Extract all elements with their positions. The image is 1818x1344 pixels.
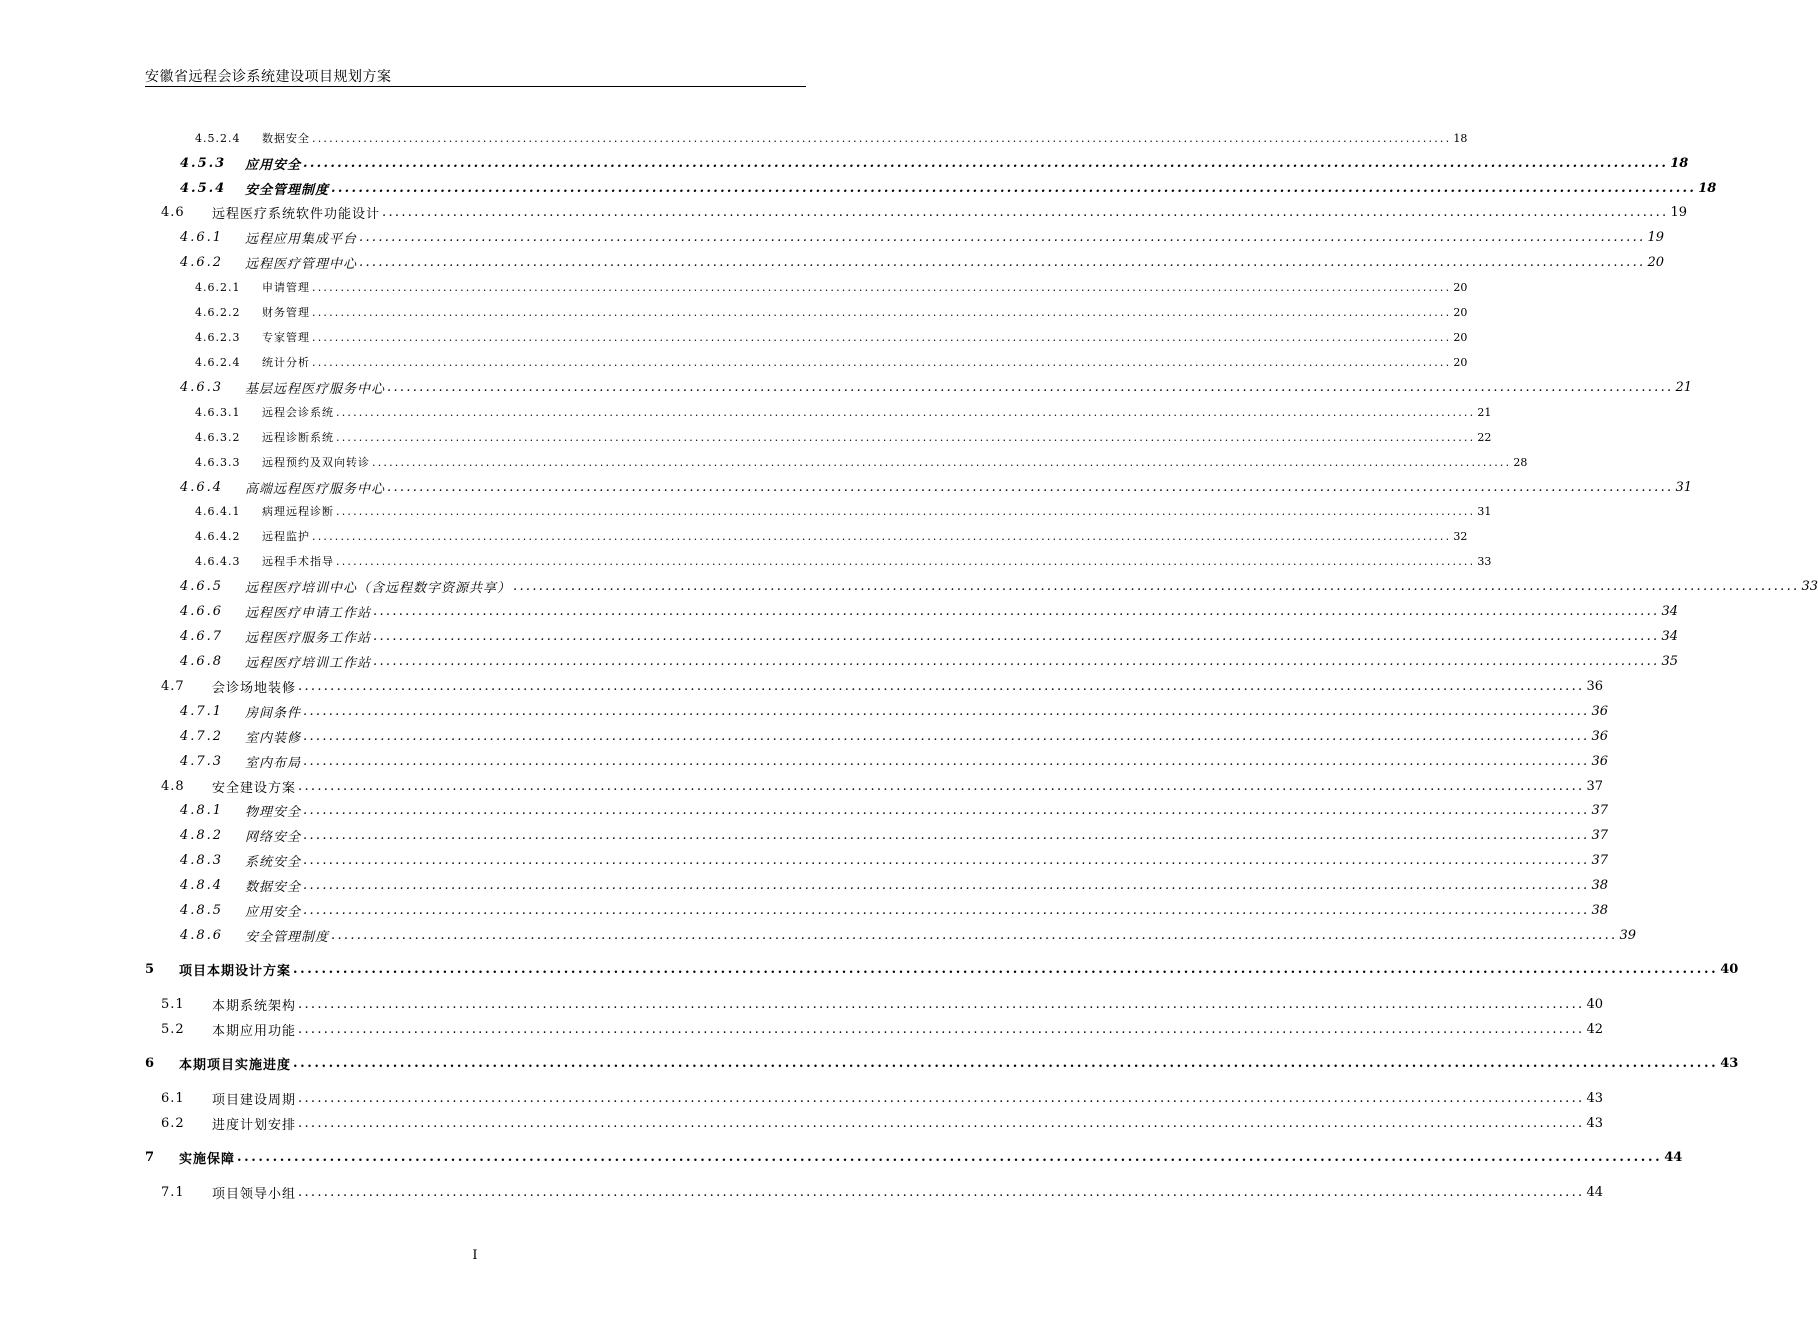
toc-dot-leader: ........................................................................................................................................................................................................ [387,479,1674,495]
toc-entry-page: 44 [1586,1184,1604,1200]
toc-entry-title: 远程医疗系统软件功能设计 [212,206,381,222]
toc-entry-title: 本期应用功能 [212,1023,297,1039]
toc-entry[interactable] [195,427,1492,447]
toc-entry-number: 4.6.4 [180,479,224,495]
toc-entry-title: 应用安全 [245,904,302,920]
toc-entry-number: 4.6.4.3 [195,554,241,568]
toc-dot-leader: ........................................................................................................................................................................................................ [303,827,1590,843]
toc-entry-page: 39 [1619,927,1637,943]
document-header-title: 安徽省远程会诊系统建设项目规划方案 [145,69,392,85]
toc-entry[interactable] [180,377,1693,397]
toc-dot-leader: ........................................................................................................................................................................................................ [312,355,1452,369]
toc-entry-title: 安全管理制度 [245,929,330,945]
toc-entry-number: 4.6.6 [180,603,224,619]
toc-entry-title: 项目本期设计方案 [179,963,292,979]
toc-entry-page: 37 [1586,778,1604,794]
toc-entry[interactable] [180,751,1609,771]
toc-entry-number: 4.6.2.1 [195,280,241,294]
toc-entry-page: 21 [1477,405,1492,419]
toc-dot-leader: ........................................................................................................................................................................................................ [336,405,1476,419]
toc-entry-number: 4.7 [161,678,185,694]
toc-entry[interactable] [145,959,1739,979]
toc-entry-number: 4.7.3 [180,753,224,769]
toc-entry-title: 远程手术指导 [262,555,334,568]
toc-entry-title: 数据安全 [245,879,302,895]
toc-entry-title: 基层远程医疗服务中心 [245,381,386,397]
toc-entry-number: 4.6.8 [180,653,224,669]
toc-entry-number: 5.1 [161,996,185,1012]
page-number: I [472,1248,478,1263]
toc-dot-leader: ........................................................................................................................................................................................................ [336,554,1476,568]
toc-entry-number: 4.6.2.3 [195,330,241,344]
toc-dot-leader: ........................................................................................................................................................................................................ [303,155,1669,171]
toc-dot-leader: ........................................................................................................................................................................................................ [312,529,1452,543]
toc-entry-number: 5.2 [161,1021,185,1037]
toc-entry-page: 19 [1670,204,1688,220]
toc-entry-page: 18 [1453,131,1468,145]
toc-entry-page: 44 [1664,1149,1683,1165]
toc-entry[interactable] [180,875,1609,895]
toc-entry[interactable] [161,776,1604,796]
toc-entry-page: 36 [1586,678,1604,694]
toc-entry[interactable] [195,402,1492,422]
toc-entry[interactable] [161,1182,1604,1202]
toc-entry-page: 43 [1720,1055,1739,1071]
toc-entry-number: 4.6.3.2 [195,430,241,444]
toc-entry-number: 4.8.4 [180,877,224,893]
toc-entry-number: 7.1 [161,1184,185,1200]
toc-entry-title: 数据安全 [262,132,310,145]
toc-dot-leader: ........................................................................................................................................................................................................ [387,379,1674,395]
toc-entry-page: 21 [1675,379,1693,395]
toc-dot-leader: ........................................................................................................................................................................................................ [298,1115,1585,1131]
toc-dot-leader: ........................................................................................................................................................................................................ [298,1184,1585,1200]
toc-entry-title: 远程监护 [262,530,310,543]
toc-dot-leader: ........................................................................................................................................................................................................ [298,996,1585,1012]
toc-dot-leader: ........................................................................................................................................................................................................ [331,180,1697,196]
toc-entry[interactable] [161,202,1688,222]
toc-entry-page: 18 [1698,180,1717,196]
toc-entry[interactable] [180,576,1818,596]
toc-entry-number: 4.8.2 [180,827,224,843]
toc-entry-title: 安全建设方案 [212,780,297,796]
toc-dot-leader: ........................................................................................................................................................................................................ [359,229,1646,245]
toc-entry-page: 36 [1591,728,1609,744]
toc-entry-page: 33 [1477,554,1492,568]
toc-entry-page: 20 [1453,280,1468,294]
toc-entry-title: 申请管理 [262,281,310,294]
toc-entry-title: 房间条件 [245,705,302,721]
toc-entry[interactable] [180,850,1609,870]
toc-entry-page: 20 [1453,305,1468,319]
toc-dot-leader: ........................................................................................................................................................................................................ [513,578,1800,594]
toc-dot-leader: ........................................................................................................................................................................................................ [303,852,1590,868]
toc-entry[interactable] [180,701,1609,721]
toc-entry-page: 34 [1661,628,1679,644]
toc-entry-title: 室内布局 [245,755,302,771]
toc-entry[interactable] [180,252,1665,272]
toc-dot-leader: ........................................................................................................................................................................................................ [336,430,1476,444]
toc-dot-leader: ........................................................................................................................................................................................................ [303,902,1590,918]
toc-entry-number: 4.6.2.2 [195,305,241,319]
toc-dot-leader: ........................................................................................................................................................................................................ [303,728,1590,744]
toc-entry-page: 40 [1586,996,1604,1012]
toc-entry-number: 4.6.3.3 [195,455,241,469]
toc-entry-page: 40 [1720,961,1739,977]
toc-entry-title: 本期项目实施进度 [179,1057,292,1073]
toc-entry[interactable] [161,1088,1604,1108]
toc-entry-title: 专家管理 [262,331,310,344]
toc-entry[interactable] [195,302,1468,322]
toc-entry[interactable] [161,994,1604,1014]
toc-entry[interactable] [195,352,1468,372]
toc-entry[interactable] [180,900,1609,920]
toc-entry-page: 28 [1513,455,1528,469]
toc-entry-number: 4.6.2 [180,254,224,270]
toc-entry-title: 病理远程诊断 [262,505,334,518]
toc-entry[interactable] [195,452,1528,472]
toc-entry-title: 项目领导小组 [212,1186,297,1202]
toc-entry[interactable] [180,227,1665,247]
toc-dot-leader: ........................................................................................................................................................................................................ [298,778,1585,794]
toc-entry-page: 20 [1453,330,1468,344]
toc-entry-number: 4.5.2.4 [195,131,241,145]
toc-entry-number: 4.8.1 [180,802,224,818]
toc-entry-title: 项目建设周期 [212,1092,297,1108]
toc-entry-number: 4.6.4.1 [195,504,241,518]
toc-entry-number: 6.2 [161,1115,185,1131]
toc-entry-number: 4.6.7 [180,628,224,644]
toc-dot-leader: ........................................................................................................................................................................................................ [312,330,1452,344]
toc-entry-title: 实施保障 [179,1151,236,1167]
toc-entry-page: 35 [1661,653,1679,669]
toc-entry-title: 统计分析 [262,356,310,369]
toc-entry[interactable] [180,477,1693,497]
toc-entry[interactable] [195,551,1492,571]
toc-entry-page: 37 [1591,802,1609,818]
toc-entry-page: 22 [1477,430,1492,444]
toc-entry-page: 38 [1591,877,1609,893]
toc-entry-page: 33 [1801,578,1818,594]
toc-entry-page: 20 [1647,254,1665,270]
toc-entry-page: 42 [1586,1021,1604,1037]
toc-dot-leader: ........................................................................................................................................................................................................ [303,802,1590,818]
toc-entry-page: 38 [1591,902,1609,918]
toc-entry[interactable] [161,1113,1604,1133]
toc-entry-number: 4.6 [161,204,185,220]
toc-entry-page: 36 [1591,703,1609,719]
toc-entry-title: 室内装修 [245,730,302,746]
toc-entry-page: 37 [1591,852,1609,868]
toc-dot-leader: ........................................................................................................................................................................................................ [312,305,1452,319]
toc-entry-title: 远程医疗培训中心（含远程数字资源共享） [245,580,512,596]
toc-entry-title: 远程医疗申请工作站 [245,605,372,621]
toc-entry-number: 4.7.1 [180,703,224,719]
toc-entry-title: 远程会诊系统 [262,406,334,419]
toc-entry-number: 4.5.4 [180,180,227,196]
toc-dot-leader: ........................................................................................................................................................................................................ [312,131,1452,145]
toc-dot-leader: ........................................................................................................................................................................................................ [303,753,1590,769]
toc-dot-leader: ........................................................................................................................................................................................................ [372,455,1512,469]
toc-dot-leader: ........................................................................................................................................................................................................ [331,927,1618,943]
toc-entry-number: 4.6.5 [180,578,224,594]
toc-entry-number: 4.6.4.2 [195,529,241,543]
toc-entry-number: 4.5.3 [180,155,227,171]
toc-entry-number: 4.6.3.1 [195,405,241,419]
toc-dot-leader: ........................................................................................................................................................................................................ [293,961,1719,977]
toc-dot-leader: ........................................................................................................................................................................................................ [382,204,1669,220]
toc-entry-page: 34 [1661,603,1679,619]
toc-dot-leader: ........................................................................................................................................................................................................ [298,678,1585,694]
toc-dot-leader: ........................................................................................................................................................................................................ [303,877,1590,893]
toc-entry[interactable] [180,601,1679,621]
toc-dot-leader: ........................................................................................................................................................................................................ [303,703,1590,719]
toc-entry-title: 财务管理 [262,306,310,319]
toc-dot-leader: ........................................................................................................................................................................................................ [312,280,1452,294]
toc-entry-title: 远程应用集成平台 [245,231,358,247]
toc-entry-title: 远程诊断系统 [262,431,334,444]
toc-entry[interactable] [195,526,1468,546]
toc-dot-leader: ........................................................................................................................................................................................................ [373,603,1660,619]
toc-dot-leader: ........................................................................................................................................................................................................ [373,653,1660,669]
toc-entry-page: 19 [1647,229,1665,245]
toc-entry-page: 31 [1675,479,1693,495]
toc-entry-number: 7 [145,1149,155,1165]
toc-dot-leader: ........................................................................................................................................................................................................ [373,628,1660,644]
toc-entry-title: 系统安全 [245,854,302,870]
toc-entry-page: 43 [1586,1115,1604,1131]
toc-entry[interactable] [195,277,1468,297]
toc-entry[interactable] [145,1147,1683,1167]
toc-entry-number: 4.8 [161,778,185,794]
toc-entry-title: 应用安全 [245,157,302,173]
toc-entry-page: 37 [1591,827,1609,843]
toc-entry-number: 4.7.2 [180,728,224,744]
toc-entry-page: 32 [1453,529,1468,543]
toc-entry[interactable] [195,128,1468,148]
toc-dot-leader: ........................................................................................................................................................................................................ [359,254,1646,270]
toc-entry-number: 5 [145,961,155,977]
toc-entry-number: 4.6.3 [180,379,224,395]
toc-entry-number: 6.1 [161,1090,185,1106]
toc-entry-page: 31 [1477,504,1492,518]
toc-entry[interactable] [161,676,1604,696]
toc-dot-leader: ........................................................................................................................................................................................................ [336,504,1476,518]
toc-entry[interactable] [180,825,1609,845]
toc-entry[interactable] [161,1019,1604,1039]
toc-entry-page: 20 [1453,355,1468,369]
toc-entry-title: 远程医疗服务工作站 [245,630,372,646]
toc-entry-title: 远程医疗管理中心 [245,256,358,272]
toc-entry-number: 6 [145,1055,155,1071]
toc-entry-number: 4.6.2.4 [195,355,241,369]
toc-entry-title: 高端远程医疗服务中心 [245,481,386,497]
toc-dot-leader: ........................................................................................................................................................................................................ [298,1021,1585,1037]
toc-entry-page: 36 [1591,753,1609,769]
toc-entry[interactable] [195,501,1492,521]
toc-entry-number: 4.8.5 [180,902,224,918]
toc-entry[interactable] [195,327,1468,347]
toc-entry-title: 物理安全 [245,804,302,820]
toc-entry-number: 4.6.1 [180,229,224,245]
toc-entry-title: 远程预约及双向转诊 [262,456,370,469]
toc-entry-number: 4.8.6 [180,927,224,943]
toc-entry[interactable] [180,800,1609,820]
toc-entry[interactable] [145,1053,1739,1073]
toc-entry[interactable] [180,925,1637,945]
toc-entry-title: 进度计划安排 [212,1117,297,1133]
toc-dot-leader: ........................................................................................................................................................................................................ [237,1149,1663,1165]
toc-entry-title: 网络安全 [245,829,302,845]
toc-entry[interactable] [180,178,1717,198]
toc-entry[interactable] [180,626,1679,646]
toc-entry-number: 4.8.3 [180,852,224,868]
toc-entry-title: 会诊场地装修 [212,680,297,696]
toc-dot-leader: ........................................................................................................................................................................................................ [293,1055,1719,1071]
toc-entry[interactable] [180,153,1689,173]
toc-entry-title: 本期系统架构 [212,998,297,1014]
toc-entry-title: 远程医疗培训工作站 [245,655,372,671]
toc-dot-leader: ........................................................................................................................................................................................................ [298,1090,1585,1106]
toc-entry-page: 18 [1670,155,1689,171]
toc-entry[interactable] [180,726,1609,746]
toc-entry-page: 43 [1586,1090,1604,1106]
toc-entry-title: 安全管理制度 [245,182,330,198]
toc-entry[interactable] [180,651,1679,671]
